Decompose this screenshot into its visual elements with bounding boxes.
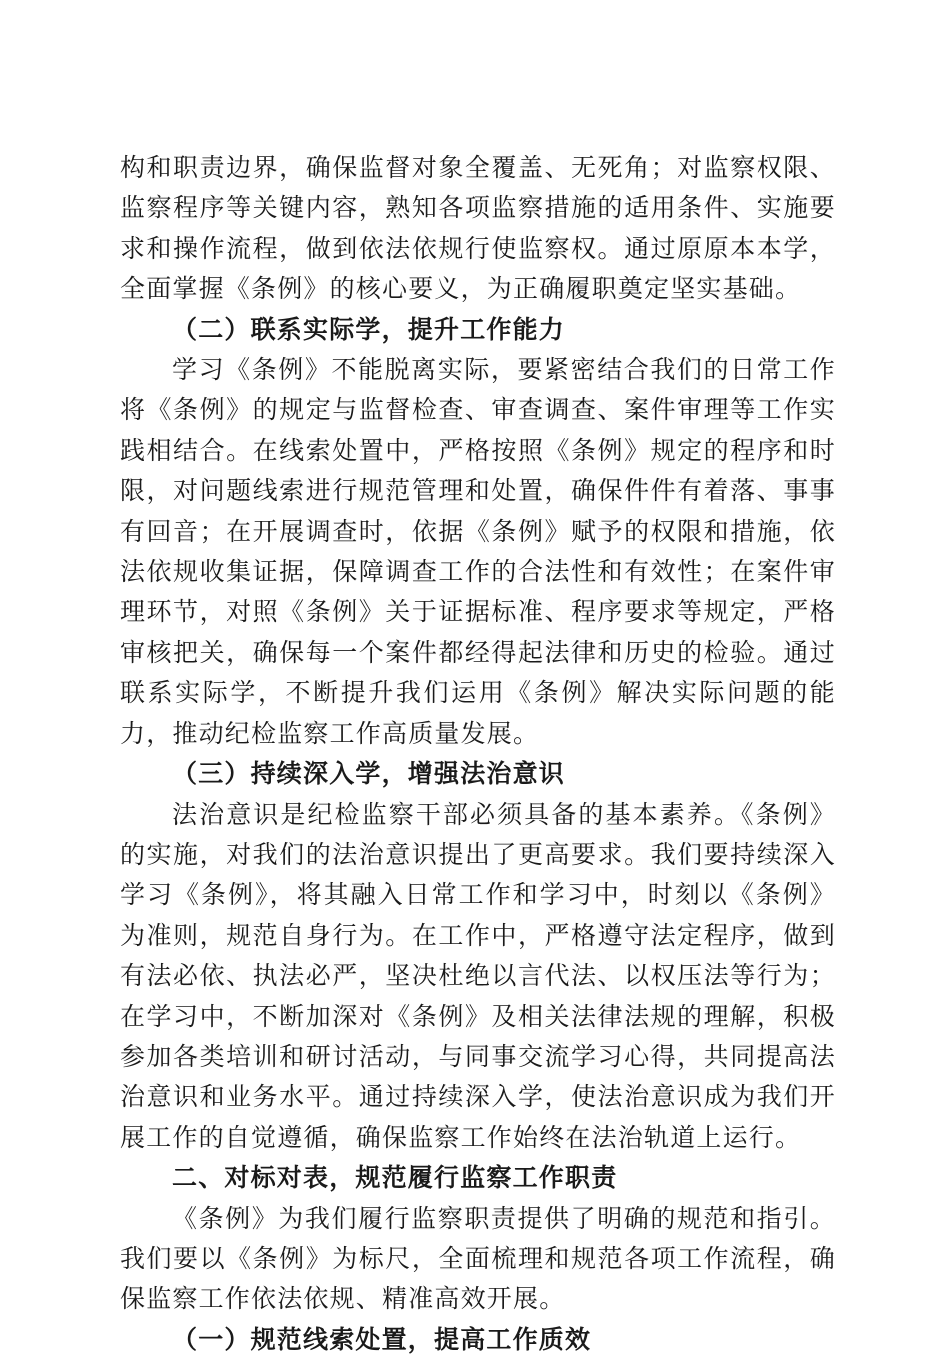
- section-heading-two: 二、对标对表，规范履行监察工作职责: [172, 1163, 618, 1193]
- subheading-clue-handling: （一）规范线索处置，提高工作质效: [172, 1324, 592, 1354]
- paragraph-practical-study: 学习《条例》不能脱离实际，要紧密结合我们的日常工作将《条例》的规定与监督检查、审查调查、案件审理等工作实践相结合。在线索处置中，严格按照《条例》规定的程序和时限，对问题线索进行规范管理和处置，确保件件有着落、事事有回音；在开展调查时，依据《条例》赋予的权限和措施，依法依规收集证据，保障调查工作的合法性和有效性；在案件审理环节，对照《条例》关于证据标准、程序要求等规定，严格审核把关，确保每一个案件都经得起法律和历史的检验。通过联系实际学，不断提升我们运用《条例》解决实际问题的能力，推动纪检监察工作高质量发展。: [120, 355, 836, 748]
- subheading-continuous-study: （三）持续深入学，增强法治意识: [172, 759, 566, 789]
- subheading-practical-study: （二）联系实际学，提升工作能力: [172, 314, 566, 344]
- document-page: [120, 148, 836, 1360]
- paragraph-continued: 构和职责边界，确保监督对象全覆盖、无死角；对监察权限、监察程序等关键内容，熟知各项监察措施的适用条件、实施要求和操作流程，做到依法依规行使监察权。通过原原本本学，全面掌握《条例》的核心要义，为正确履职奠定坚实基础。: [120, 153, 836, 304]
- paragraph-section-two-intro: 《条例》为我们履行监察职责提供了明确的规范和指引。我们要以《条例》为标尺，全面梳理和规范各项工作流程，确保监察工作依法依规、精准高效开展。: [120, 1203, 836, 1314]
- paragraph-continuous-study: 法治意识是纪检监察干部必须具备的基本素养。《条例》的实施，对我们的法治意识提出了更高要求。我们要持续深入学习《条例》，将其融入日常工作和学习中，时刻以《条例》为准则，规范自身行为。在工作中，严格遵守法定程序，做到有法必依、执法必严，坚决杜绝以言代法、以权压法等行为；在学习中，不断加深对《条例》及相关法律法规的理解，积极参加各类培训和研讨活动，与同事交流学习心得，共同提高法治意识和业务水平。通过持续深入学，使法治意识成为我们开展工作的自觉遵循，确保监察工作始终在法治轨道上运行。: [120, 799, 836, 1152]
